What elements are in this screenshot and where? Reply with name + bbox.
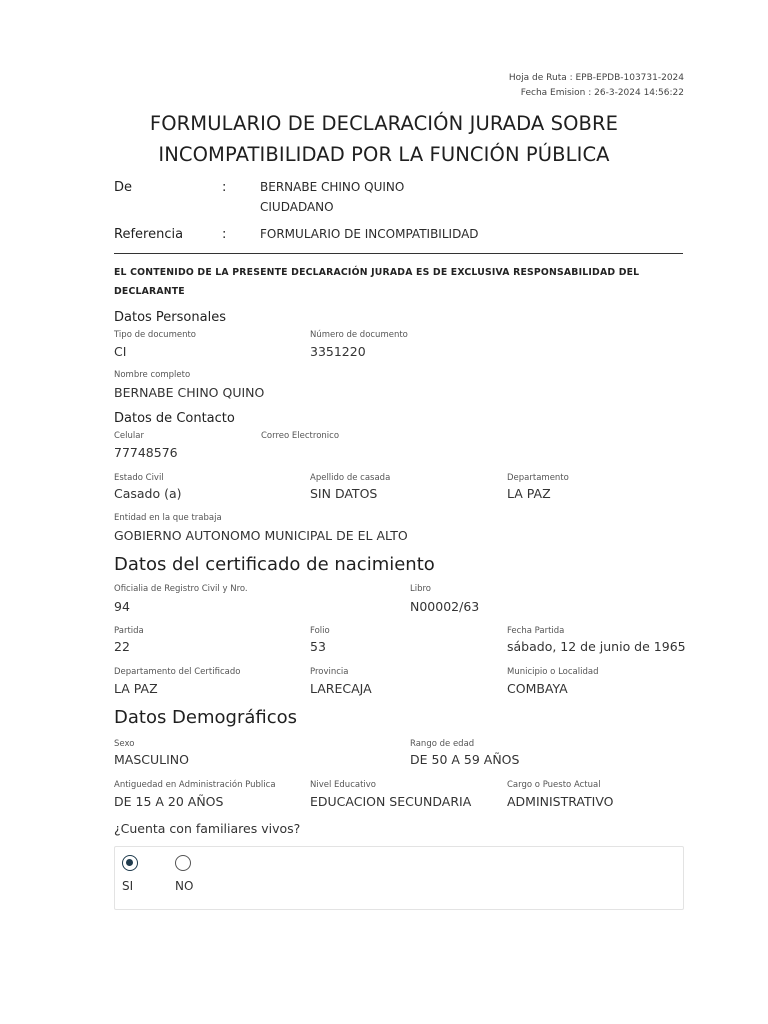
page-title-line1: FORMULARIO DE DECLARACIÓN JURADA SOBRE bbox=[149, 112, 619, 135]
nivel-educativo-label: Nivel Educativo bbox=[310, 780, 377, 790]
oficialia-label: Oficialia de Registro Civil y Nro. bbox=[114, 584, 248, 594]
municipio-label: Municipio o Localidad bbox=[507, 667, 599, 677]
rango-edad-label: Rango de edad bbox=[410, 739, 475, 749]
entidad-value: GOBIERNO AUTONOMO MUNICIPAL DE EL ALTO bbox=[114, 528, 408, 543]
fecha-partida-label: Fecha Partida bbox=[507, 626, 565, 636]
celular-value: 77748576 bbox=[114, 445, 178, 460]
de-role: CIUDADANO bbox=[260, 200, 334, 214]
apellido-casada-label: Apellido de casada bbox=[310, 473, 391, 483]
partida-value: 22 bbox=[114, 639, 130, 654]
tipo-doc-label: Tipo de documento bbox=[114, 330, 197, 340]
rango-edad-value: DE 50 A 59 AÑOS bbox=[410, 752, 520, 767]
referencia-value: FORMULARIO DE INCOMPATIBILIDAD bbox=[260, 227, 479, 241]
antiguedad-label: Antiguedad en Administración Publica bbox=[114, 780, 276, 790]
section-title-contacto: Datos de Contacto bbox=[114, 411, 235, 426]
estado-civil-value: Casado (a) bbox=[114, 486, 182, 501]
libro-value: N00002/63 bbox=[410, 599, 480, 614]
num-doc-label: Número de documento bbox=[310, 330, 408, 340]
provincia-value: LARECAJA bbox=[310, 681, 372, 696]
referencia-colon: : bbox=[222, 227, 227, 242]
de-colon: : bbox=[222, 180, 227, 195]
radio-si-label[interactable]: SI bbox=[122, 879, 134, 893]
provincia-label: Provincia bbox=[310, 667, 349, 677]
oficialia-value: 94 bbox=[114, 599, 130, 614]
referencia-label: Referencia bbox=[114, 227, 184, 242]
fecha-partida-value: sábado, 12 de junio de 1965 bbox=[507, 639, 686, 654]
section-title-personales: Datos Personales bbox=[114, 310, 226, 325]
partida-label: Partida bbox=[114, 626, 144, 636]
nivel-educativo-value: EDUCACION SECUNDARIA bbox=[310, 794, 472, 809]
fecha-emision: Fecha Emision : 26-3-2024 14:56:22 bbox=[520, 88, 684, 98]
departamento-value: LA PAZ bbox=[507, 486, 551, 501]
de-label: De bbox=[114, 180, 133, 195]
sexo-label: Sexo bbox=[114, 739, 135, 749]
radio-no-label[interactable]: NO bbox=[175, 879, 194, 893]
section-title-demograficos: Datos Demográficos bbox=[114, 707, 298, 728]
folio-value: 53 bbox=[310, 639, 326, 654]
entidad-label: Entidad en la que trabaja bbox=[114, 513, 222, 523]
depto-cert-value: LA PAZ bbox=[114, 681, 158, 696]
sexo-value: MASCULINO bbox=[114, 752, 189, 767]
apellido-casada-value: SIN DATOS bbox=[310, 486, 378, 501]
correo-label: Correo Electronico bbox=[261, 431, 340, 441]
tipo-doc-value: CI bbox=[114, 344, 127, 359]
page-title-line2: INCOMPATIBILIDAD POR LA FUNCIÓN PÚBLICA bbox=[158, 143, 610, 166]
radio-si[interactable] bbox=[122, 855, 138, 871]
nombre-label: Nombre completo bbox=[114, 370, 191, 380]
num-doc-value: 3351220 bbox=[310, 344, 366, 359]
libro-label: Libro bbox=[410, 584, 432, 594]
header-divider bbox=[114, 253, 683, 254]
departamento-label: Departamento bbox=[507, 473, 569, 483]
responsibility-notice: EL CONTENIDO DE LA PRESENTE DECLARACIÓN JURADA ES DE EXCLUSIVA RESPONSABILIDAD DEL DECLARANTE bbox=[114, 267, 640, 297]
nombre-value: BERNABE CHINO QUINO bbox=[114, 385, 265, 400]
folio-label: Folio bbox=[310, 626, 330, 636]
cargo-label: Cargo o Puesto Actual bbox=[507, 780, 601, 790]
cargo-value: ADMINISTRATIVO bbox=[507, 794, 614, 809]
celular-label: Celular bbox=[114, 431, 144, 441]
de-name: BERNABE CHINO QUINO bbox=[260, 180, 405, 194]
hoja-de-ruta: Hoja de Ruta : EPB-EPDB-103731-2024 bbox=[508, 73, 684, 83]
estado-civil-label: Estado Civil bbox=[114, 473, 164, 483]
antiguedad-value: DE 15 A 20 AÑOS bbox=[114, 794, 224, 809]
depto-cert-label: Departamento del Certificado bbox=[114, 667, 241, 677]
familiares-radio-group bbox=[114, 846, 684, 910]
municipio-value: COMBAYA bbox=[507, 681, 568, 696]
familiares-question: ¿Cuenta con familiares vivos? bbox=[114, 821, 301, 836]
radio-no[interactable] bbox=[175, 855, 191, 871]
section-title-nacimiento: Datos del certificado de nacimiento bbox=[114, 554, 435, 575]
